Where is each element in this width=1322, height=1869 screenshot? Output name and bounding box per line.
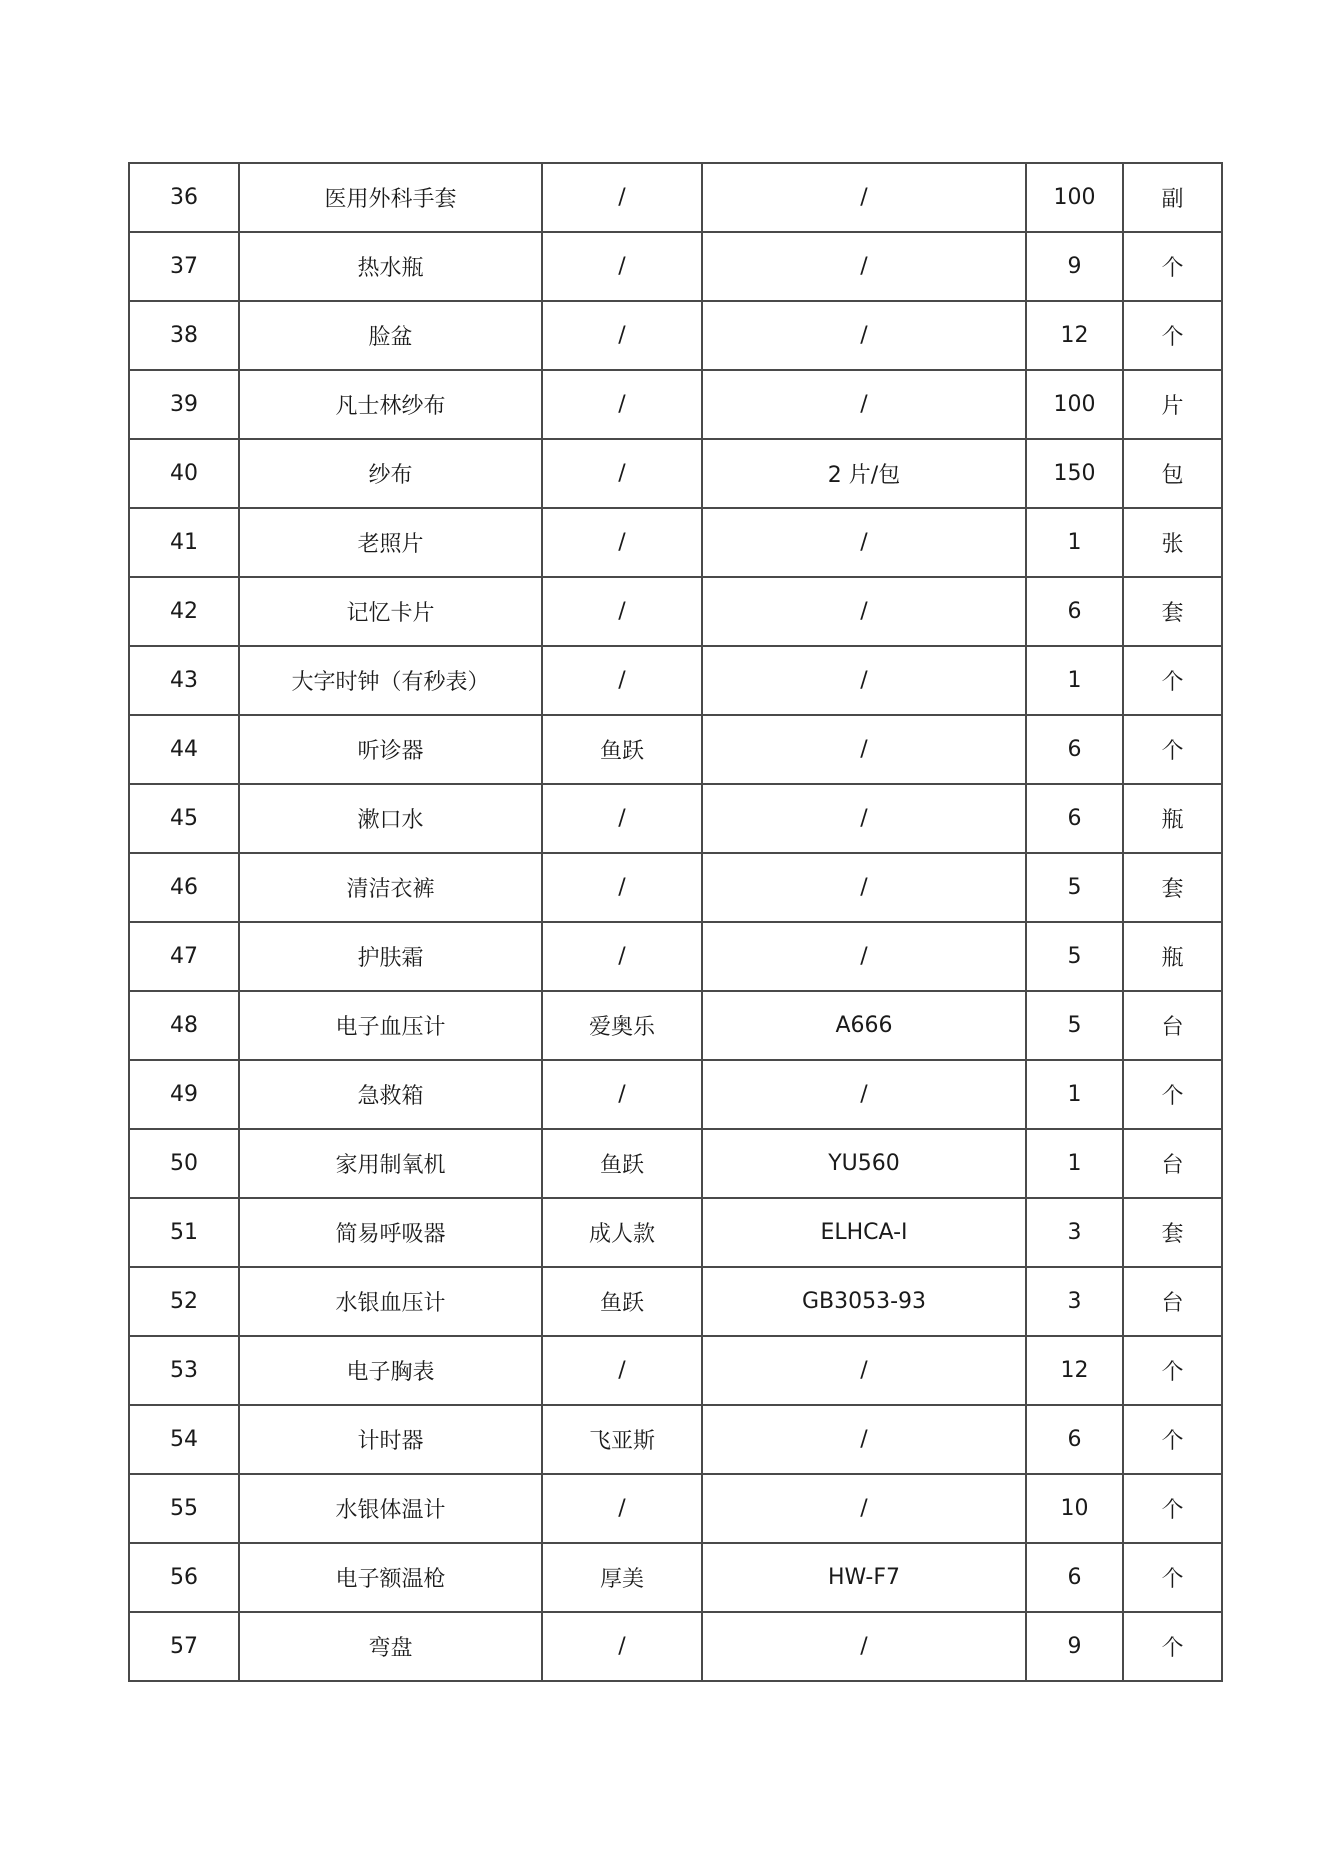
spec-cell: YU560 (702, 1129, 1026, 1198)
brand-cell: / (542, 1336, 702, 1405)
row-number-cell: 36 (129, 163, 239, 232)
table-row (129, 1060, 1222, 1129)
row-number-cell: 57 (129, 1612, 239, 1681)
item-name-cell: 漱口水 (239, 784, 542, 853)
item-name-cell: 计时器 (239, 1405, 542, 1474)
row-number-cell: 41 (129, 508, 239, 577)
item-name-cell: 急救箱 (239, 1060, 542, 1129)
row-number-cell: 44 (129, 715, 239, 784)
spec-cell: GB3053-93 (702, 1267, 1026, 1336)
table-row (129, 1336, 1222, 1405)
unit-cell: 个 (1123, 232, 1222, 301)
quantity-cell: 6 (1026, 1543, 1123, 1612)
item-name-cell: 家用制氧机 (239, 1129, 542, 1198)
unit-cell: 个 (1123, 646, 1222, 715)
item-name-cell: 弯盘 (239, 1612, 542, 1681)
spec-cell: / (702, 646, 1026, 715)
unit-cell: 瓶 (1123, 922, 1222, 991)
unit-cell: 个 (1123, 1612, 1222, 1681)
spec-cell: / (702, 1336, 1026, 1405)
spec-cell: / (702, 301, 1026, 370)
unit-cell: 个 (1123, 301, 1222, 370)
spec-cell: / (702, 784, 1026, 853)
brand-cell: / (542, 370, 702, 439)
item-name-cell: 脸盆 (239, 301, 542, 370)
spec-cell: / (702, 1474, 1026, 1543)
brand-cell: / (542, 232, 702, 301)
quantity-cell: 6 (1026, 784, 1123, 853)
brand-cell: 爱奥乐 (542, 991, 702, 1060)
unit-cell: 张 (1123, 508, 1222, 577)
brand-cell: / (542, 1612, 702, 1681)
brand-cell: 飞亚斯 (542, 1405, 702, 1474)
item-name-cell: 护肤霜 (239, 922, 542, 991)
brand-cell: / (542, 922, 702, 991)
spec-cell: 2 片/包 (702, 439, 1026, 508)
unit-cell: 个 (1123, 1474, 1222, 1543)
row-number-cell: 54 (129, 1405, 239, 1474)
row-number-cell: 38 (129, 301, 239, 370)
table-row (129, 784, 1222, 853)
item-name-cell: 热水瓶 (239, 232, 542, 301)
table-row (129, 370, 1222, 439)
quantity-cell: 10 (1026, 1474, 1123, 1543)
unit-cell: 个 (1123, 1405, 1222, 1474)
table-row (129, 1612, 1222, 1681)
quantity-cell: 9 (1026, 1612, 1123, 1681)
item-name-cell: 清洁衣裤 (239, 853, 542, 922)
item-name-cell: 听诊器 (239, 715, 542, 784)
quantity-cell: 150 (1026, 439, 1123, 508)
unit-cell: 副 (1123, 163, 1222, 232)
item-name-cell: 纱布 (239, 439, 542, 508)
row-number-cell: 45 (129, 784, 239, 853)
brand-cell: 鱼跃 (542, 715, 702, 784)
table-row (129, 991, 1222, 1060)
item-name-cell: 简易呼吸器 (239, 1198, 542, 1267)
unit-cell: 套 (1123, 853, 1222, 922)
spec-cell: A666 (702, 991, 1026, 1060)
brand-cell: 厚美 (542, 1543, 702, 1612)
row-number-cell: 42 (129, 577, 239, 646)
unit-cell: 台 (1123, 991, 1222, 1060)
row-number-cell: 53 (129, 1336, 239, 1405)
unit-cell: 套 (1123, 577, 1222, 646)
spec-cell: / (702, 715, 1026, 784)
quantity-cell: 6 (1026, 715, 1123, 784)
unit-cell: 包 (1123, 439, 1222, 508)
row-number-cell: 49 (129, 1060, 239, 1129)
item-name-cell: 水银血压计 (239, 1267, 542, 1336)
row-number-cell: 47 (129, 922, 239, 991)
table-row (129, 715, 1222, 784)
table-row (129, 853, 1222, 922)
table-row (129, 508, 1222, 577)
quantity-cell: 6 (1026, 1405, 1123, 1474)
unit-cell: 瓶 (1123, 784, 1222, 853)
item-name-cell: 电子额温枪 (239, 1543, 542, 1612)
brand-cell: / (542, 508, 702, 577)
unit-cell: 个 (1123, 715, 1222, 784)
table-row (129, 1129, 1222, 1198)
table-row (129, 1543, 1222, 1612)
brand-cell: 鱼跃 (542, 1267, 702, 1336)
spec-cell: / (702, 853, 1026, 922)
quantity-cell: 5 (1026, 922, 1123, 991)
quantity-cell: 3 (1026, 1267, 1123, 1336)
unit-cell: 台 (1123, 1267, 1222, 1336)
brand-cell: 鱼跃 (542, 1129, 702, 1198)
table-body (129, 163, 1222, 1681)
table-row (129, 922, 1222, 991)
unit-cell: 台 (1123, 1129, 1222, 1198)
spec-cell: / (702, 370, 1026, 439)
quantity-cell: 5 (1026, 991, 1123, 1060)
spec-cell: HW-F7 (702, 1543, 1026, 1612)
row-number-cell: 46 (129, 853, 239, 922)
spec-cell: / (702, 163, 1026, 232)
row-number-cell: 40 (129, 439, 239, 508)
brand-cell: / (542, 439, 702, 508)
table-row (129, 163, 1222, 232)
item-name-cell: 老照片 (239, 508, 542, 577)
item-name-cell: 水银体温计 (239, 1474, 542, 1543)
quantity-cell: 9 (1026, 232, 1123, 301)
unit-cell: 个 (1123, 1543, 1222, 1612)
quantity-cell: 1 (1026, 646, 1123, 715)
quantity-cell: 5 (1026, 853, 1123, 922)
row-number-cell: 55 (129, 1474, 239, 1543)
item-name-cell: 大字时钟（有秒表） (239, 646, 542, 715)
quantity-cell: 12 (1026, 301, 1123, 370)
unit-cell: 套 (1123, 1198, 1222, 1267)
row-number-cell: 56 (129, 1543, 239, 1612)
brand-cell: / (542, 853, 702, 922)
item-name-cell: 医用外科手套 (239, 163, 542, 232)
table-row (129, 1267, 1222, 1336)
item-name-cell: 电子胸表 (239, 1336, 542, 1405)
table-row (129, 1198, 1222, 1267)
quantity-cell: 1 (1026, 508, 1123, 577)
table-row (129, 646, 1222, 715)
spec-cell: / (702, 577, 1026, 646)
row-number-cell: 50 (129, 1129, 239, 1198)
table-row (129, 577, 1222, 646)
brand-cell: / (542, 1474, 702, 1543)
table-row (129, 301, 1222, 370)
item-name-cell: 凡士林纱布 (239, 370, 542, 439)
brand-cell: / (542, 646, 702, 715)
row-number-cell: 52 (129, 1267, 239, 1336)
equipment-table (128, 162, 1223, 1682)
quantity-cell: 1 (1026, 1129, 1123, 1198)
spec-cell: / (702, 1405, 1026, 1474)
brand-cell: / (542, 301, 702, 370)
item-name-cell: 记忆卡片 (239, 577, 542, 646)
item-name-cell: 电子血压计 (239, 991, 542, 1060)
row-number-cell: 37 (129, 232, 239, 301)
table-row (129, 439, 1222, 508)
table-row (129, 232, 1222, 301)
brand-cell: 成人款 (542, 1198, 702, 1267)
row-number-cell: 51 (129, 1198, 239, 1267)
row-number-cell: 48 (129, 991, 239, 1060)
table-row (129, 1474, 1222, 1543)
quantity-cell: 100 (1026, 163, 1123, 232)
spec-cell: / (702, 1060, 1026, 1129)
unit-cell: 个 (1123, 1060, 1222, 1129)
row-number-cell: 39 (129, 370, 239, 439)
spec-cell: ELHCA-I (702, 1198, 1026, 1267)
table-row (129, 1405, 1222, 1474)
unit-cell: 个 (1123, 1336, 1222, 1405)
brand-cell: / (542, 577, 702, 646)
quantity-cell: 100 (1026, 370, 1123, 439)
quantity-cell: 12 (1026, 1336, 1123, 1405)
brand-cell: / (542, 784, 702, 853)
spec-cell: / (702, 232, 1026, 301)
unit-cell: 片 (1123, 370, 1222, 439)
brand-cell: / (542, 163, 702, 232)
spec-cell: / (702, 922, 1026, 991)
row-number-cell: 43 (129, 646, 239, 715)
brand-cell: / (542, 1060, 702, 1129)
quantity-cell: 6 (1026, 577, 1123, 646)
spec-cell: / (702, 1612, 1026, 1681)
quantity-cell: 3 (1026, 1198, 1123, 1267)
spec-cell: / (702, 508, 1026, 577)
quantity-cell: 1 (1026, 1060, 1123, 1129)
